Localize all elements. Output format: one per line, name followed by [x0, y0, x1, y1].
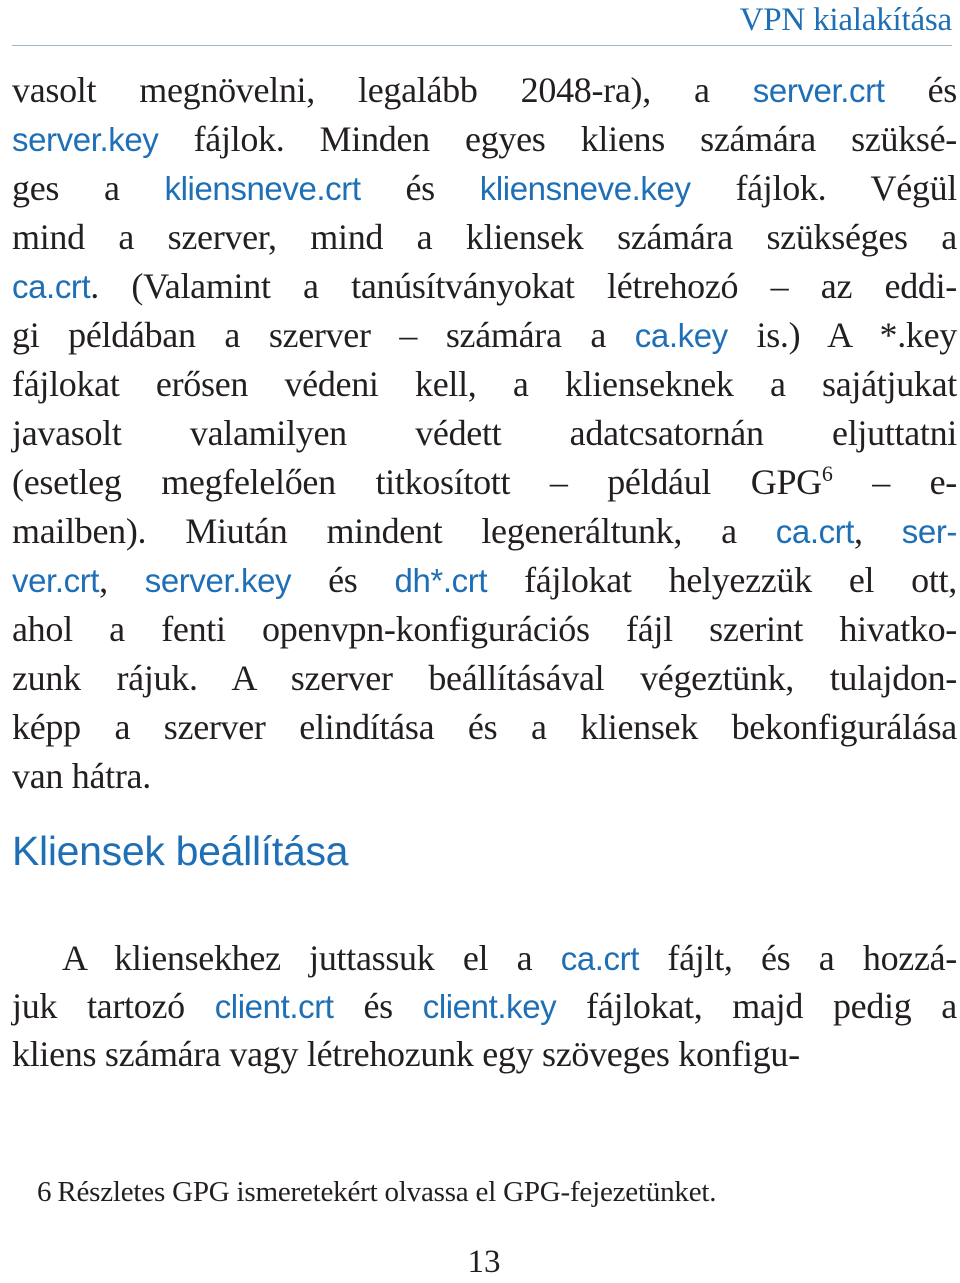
- inline-filename: ca.crt: [560, 940, 640, 977]
- body-text: [12, 66, 957, 801]
- footnote-marker: 6: [37, 1176, 52, 1208]
- text-run: fájlok. Végül: [690, 168, 957, 208]
- text-run: és: [333, 986, 423, 1026]
- text-run: képp a szerver elindítása és a kliensek bekonfigurálása: [12, 707, 957, 747]
- page-number: 13: [467, 1244, 501, 1280]
- text-line: [12, 507, 957, 556]
- section-heading: Kliensek beállítása: [12, 828, 349, 874]
- text-run: és: [360, 168, 480, 208]
- text-run: ahol a fenti openvpn-konfigurációs fájl szerint hivatko-: [12, 609, 957, 649]
- text-run: vasolt megnövelni, legalább 2048-ra), a: [12, 70, 753, 110]
- text-line: [12, 1030, 957, 1078]
- text-run: ges a: [12, 168, 165, 208]
- inline-filename: ca.crt: [775, 513, 855, 550]
- footnote: [37, 1176, 716, 1209]
- inline-filename: client.crt: [214, 988, 334, 1025]
- text-line: [12, 458, 957, 507]
- inline-filename: kliensneve.crt: [164, 170, 361, 207]
- section-body-text: [12, 934, 957, 1078]
- text-line: [12, 556, 957, 605]
- header-rule: [12, 45, 952, 46]
- text-run: (esetleg megfelelően titkosított – például GPG: [12, 462, 822, 502]
- inline-filename: ser-: [901, 513, 957, 550]
- footnote-reference: 6: [821, 461, 833, 486]
- text-line: [12, 654, 957, 703]
- text-line: [12, 752, 957, 801]
- text-run: és: [291, 560, 395, 600]
- inline-filename: server.crt: [752, 72, 885, 109]
- text-run: mind a szerver, mind a kliensek számára szükséges a: [12, 217, 957, 257]
- inline-filename: ver.crt: [12, 562, 100, 599]
- text-line: [12, 164, 957, 213]
- text-run: van hátra.: [12, 756, 151, 796]
- text-run: fájlt, és a hozzá-: [639, 938, 957, 978]
- text-run: javasolt valamilyen védett adatcsatornán eljuttatni: [12, 413, 957, 453]
- text-run: ,: [854, 511, 902, 551]
- text-line: [12, 982, 957, 1030]
- text-run: A kliensekhez juttassuk el a: [62, 938, 561, 978]
- text-line: [12, 262, 957, 311]
- text-line: [12, 115, 957, 164]
- text-run: gi példában a szerver – számára a: [12, 315, 635, 355]
- inline-filename: kliensneve.key: [479, 170, 691, 207]
- text-run: – e-: [832, 462, 957, 502]
- text-run: ,: [99, 560, 145, 600]
- inline-filename: client.key: [422, 988, 557, 1025]
- inline-filename: server.key: [12, 121, 159, 158]
- text-run: fájlokat, majd pedig a: [556, 986, 957, 1026]
- inline-filename: server.key: [144, 562, 292, 599]
- text-run: és: [884, 70, 957, 110]
- text-run: is.) A *.key: [727, 315, 957, 355]
- text-line: [12, 360, 957, 409]
- text-run: juk tartozó: [12, 986, 215, 1026]
- text-run: fájlokat helyezzük el ott,: [487, 560, 957, 600]
- text-line: [12, 703, 957, 752]
- text-run: mailben). Miután mindent legeneráltunk, a: [12, 511, 776, 551]
- inline-filename: dh*.crt: [394, 562, 488, 599]
- text-run: fájlokat erősen védeni kell, a klienseknek a sajátjukat: [12, 364, 957, 404]
- inline-filename: ca.key: [634, 317, 728, 354]
- text-line: [12, 213, 957, 262]
- text-line: [12, 934, 957, 982]
- text-run: zunk rájuk. A szerver beállításával végeztünk, tulajdon-: [12, 658, 957, 698]
- text-run: fájlok. Minden egyes kliens számára szüksé-: [158, 119, 957, 159]
- text-run: . (Valamint a tanúsítványokat létrehozó – az eddi-: [90, 266, 957, 306]
- footnote-text: Részletes GPG ismeretekért olvassa el GPG-fejezetünket.: [57, 1176, 717, 1208]
- text-run: kliens számára vagy létrehozunk egy szöveges konfigu-: [12, 1034, 800, 1074]
- text-line: [12, 66, 957, 115]
- text-line: [12, 605, 957, 654]
- text-line: [12, 311, 957, 360]
- running-header: VPN kialakítása: [739, 2, 952, 38]
- text-line: [12, 409, 957, 458]
- inline-filename: ca.crt: [12, 268, 91, 305]
